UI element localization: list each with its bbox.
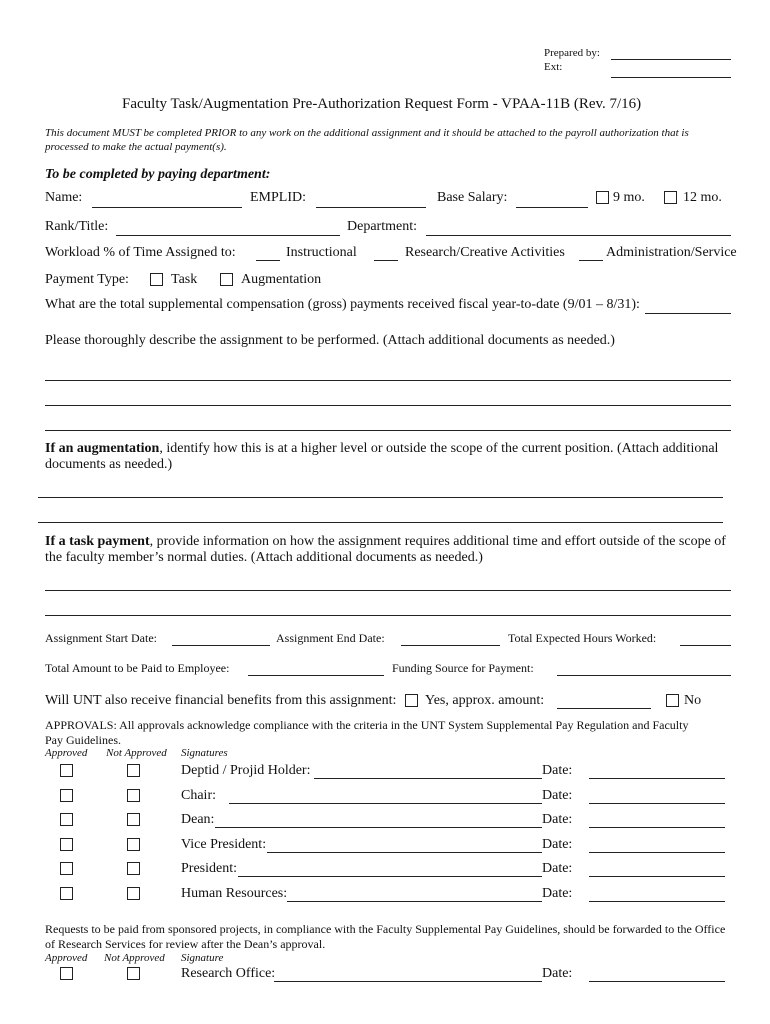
emplid-field[interactable] [316,207,426,208]
signature-field[interactable] [267,852,542,853]
date-field[interactable] [589,901,725,902]
augmentation-prompt-rest: , identify how this is at a higher level or outside the scope of the current position. (Attach additional documents as needed.) [45,441,719,472]
admin-percent-field[interactable] [579,260,603,261]
intro-text: This document MUST be completed PRIOR to any work on the additional assignment and it should be attached to the payroll authorization that is processed to make the actual payment(s). [45,127,689,153]
date-field[interactable] [589,778,725,779]
instructional-percent-field[interactable] [256,260,280,261]
augmentation-prompt [45,441,735,473]
signature-field[interactable] [215,827,542,828]
task-prompt [45,534,735,566]
date-field[interactable] [589,852,725,853]
twelve-month-checkbox[interactable] [664,191,677,204]
task-line-1[interactable] [45,590,731,591]
research-signature-field[interactable] [274,981,542,982]
benefits-yes-label: Yes, approx. amount: [425,693,545,708]
not-approved-checkbox[interactable] [127,887,140,900]
admin-label: Administration/Service [606,245,737,260]
approver-label: President: [181,861,237,876]
signature-field[interactable] [229,803,542,804]
name-field[interactable] [92,207,242,208]
amount-label: Total Amount to be Paid to Employee: [45,661,230,675]
describe-line-3[interactable] [45,430,731,431]
research-date-field[interactable] [589,981,725,982]
signatures-column-header: Signatures [181,747,228,759]
rank-title-label: Rank/Title: [45,219,109,234]
emplid-label: EMPLID: [250,190,306,205]
sponsored-text: Requests to be paid from sponsored projects, in compliance with the Faculty Supplemental Pay Guidelines, should be forwarded to the Office of Research Services for review after the Dean’s approval. [45,922,726,951]
supplemental-amount-field[interactable] [645,313,731,314]
not-approved-column-header: Not Approved [106,747,167,759]
start-date-field[interactable] [172,645,270,646]
approved-checkbox[interactable] [60,813,73,826]
section-heading: To be completed by paying department: [45,167,271,182]
research-date-label: Date: [542,966,573,981]
approved-checkbox[interactable] [60,887,73,900]
twelve-month-label: 12 mo. [683,190,722,205]
payment-type-label: Payment Type: [45,272,129,287]
describe-line-1[interactable] [45,380,731,381]
research-percent-field[interactable] [374,260,398,261]
date-label: Date: [542,886,573,901]
date-label: Date: [542,788,573,803]
research-office-label: Research Office: [181,966,276,981]
rank-title-field[interactable] [116,235,340,236]
sponsored-approved-header: Approved [45,952,88,964]
approved-checkbox[interactable] [60,764,73,777]
instructional-label: Instructional [286,245,357,260]
approver-label: Dean: [181,812,215,827]
base-salary-label: Base Salary: [437,190,508,205]
department-field[interactable] [426,235,731,236]
signature-field[interactable] [238,876,542,877]
start-date-label: Assignment Start Date: [45,631,157,645]
not-approved-checkbox[interactable] [127,862,140,875]
task-label: Task [171,272,198,287]
end-date-field[interactable] [401,645,500,646]
signature-field[interactable] [287,901,542,902]
approvals-text: APPROVALS: All approvals acknowledge compliance with the criteria in the UNT System Supplemental Pay Regulation and Faculty Pay Guidelines. [45,718,689,747]
not-approved-checkbox[interactable] [127,838,140,851]
nine-month-label: 9 mo. [613,190,645,205]
date-label: Date: [542,861,573,876]
benefits-yes-checkbox[interactable] [405,694,418,707]
approved-checkbox[interactable] [60,862,73,875]
task-prompt-rest: , provide information on how the assignment requires additional time and effort outside of the scope of the faculty member’s normal duties. (Attach additional documents as needed.) [45,534,726,565]
hours-field[interactable] [680,645,731,646]
hours-label: Total Expected Hours Worked: [508,631,657,645]
date-field[interactable] [589,803,725,804]
approver-label: Human Resources: [181,886,288,901]
funding-label: Funding Source for Payment: [392,661,534,675]
amount-field[interactable] [248,675,384,676]
ext-label: Ext: [544,61,563,73]
benefits-question: Will UNT also receive financial benefits from this assignment: [45,693,397,708]
augmentation-line-2[interactable] [38,522,723,523]
sponsored-not-approved-header: Not Approved [104,952,165,964]
date-label: Date: [542,812,573,827]
benefits-no-label: No [684,693,702,708]
form-title: Faculty Task/Augmentation Pre-Authorization Request Form - VPAA-11B (Rev. 7/16) [122,96,642,112]
ext-field[interactable] [611,77,731,78]
base-salary-field[interactable] [516,207,588,208]
funding-field[interactable] [557,675,731,676]
not-approved-checkbox[interactable] [127,813,140,826]
date-field[interactable] [589,827,725,828]
prepared-by-field[interactable] [611,59,731,60]
research-approved-checkbox[interactable] [60,967,73,980]
research-label: Research/Creative Activities [405,245,565,260]
approver-label: Deptid / Projid Holder: [181,763,311,778]
task-prompt-lead: If a task payment [45,534,150,549]
not-approved-checkbox[interactable] [127,789,140,802]
task-checkbox[interactable] [150,273,163,286]
research-not-approved-checkbox[interactable] [127,967,140,980]
not-approved-checkbox[interactable] [127,764,140,777]
approver-label: Chair: [181,788,216,803]
prepared-by-label: Prepared by: [544,47,600,59]
date-label: Date: [542,763,573,778]
describe-prompt: Please thoroughly describe the assignment to be performed. (Attach additional documents as needed.) [45,333,615,348]
describe-line-2[interactable] [45,405,731,406]
date-field[interactable] [589,876,725,877]
sponsored-signature-header: Signature [181,952,224,964]
augmentation-prompt-lead: If an augmentation [45,441,160,456]
benefits-amount-field[interactable] [557,708,651,709]
task-line-2[interactable] [45,615,731,616]
augmentation-line-1[interactable] [38,497,723,498]
benefits-no-checkbox[interactable] [666,694,679,707]
augmentation-checkbox[interactable] [220,273,233,286]
signature-field[interactable] [314,778,542,779]
approved-column-header: Approved [45,747,88,759]
nine-month-checkbox[interactable] [596,191,609,204]
approved-checkbox[interactable] [60,789,73,802]
department-label: Department: [347,219,417,234]
approved-checkbox[interactable] [60,838,73,851]
supplemental-question: What are the total supplemental compensation (gross) payments received fiscal year-to-date (9/01 – 8/31): [45,297,640,312]
end-date-label: Assignment End Date: [276,631,385,645]
name-label: Name: [45,190,83,205]
workload-label: Workload % of Time Assigned to: [45,245,236,260]
augmentation-label: Augmentation [241,272,322,287]
date-label: Date: [542,837,573,852]
approver-label: Vice President: [181,837,267,852]
